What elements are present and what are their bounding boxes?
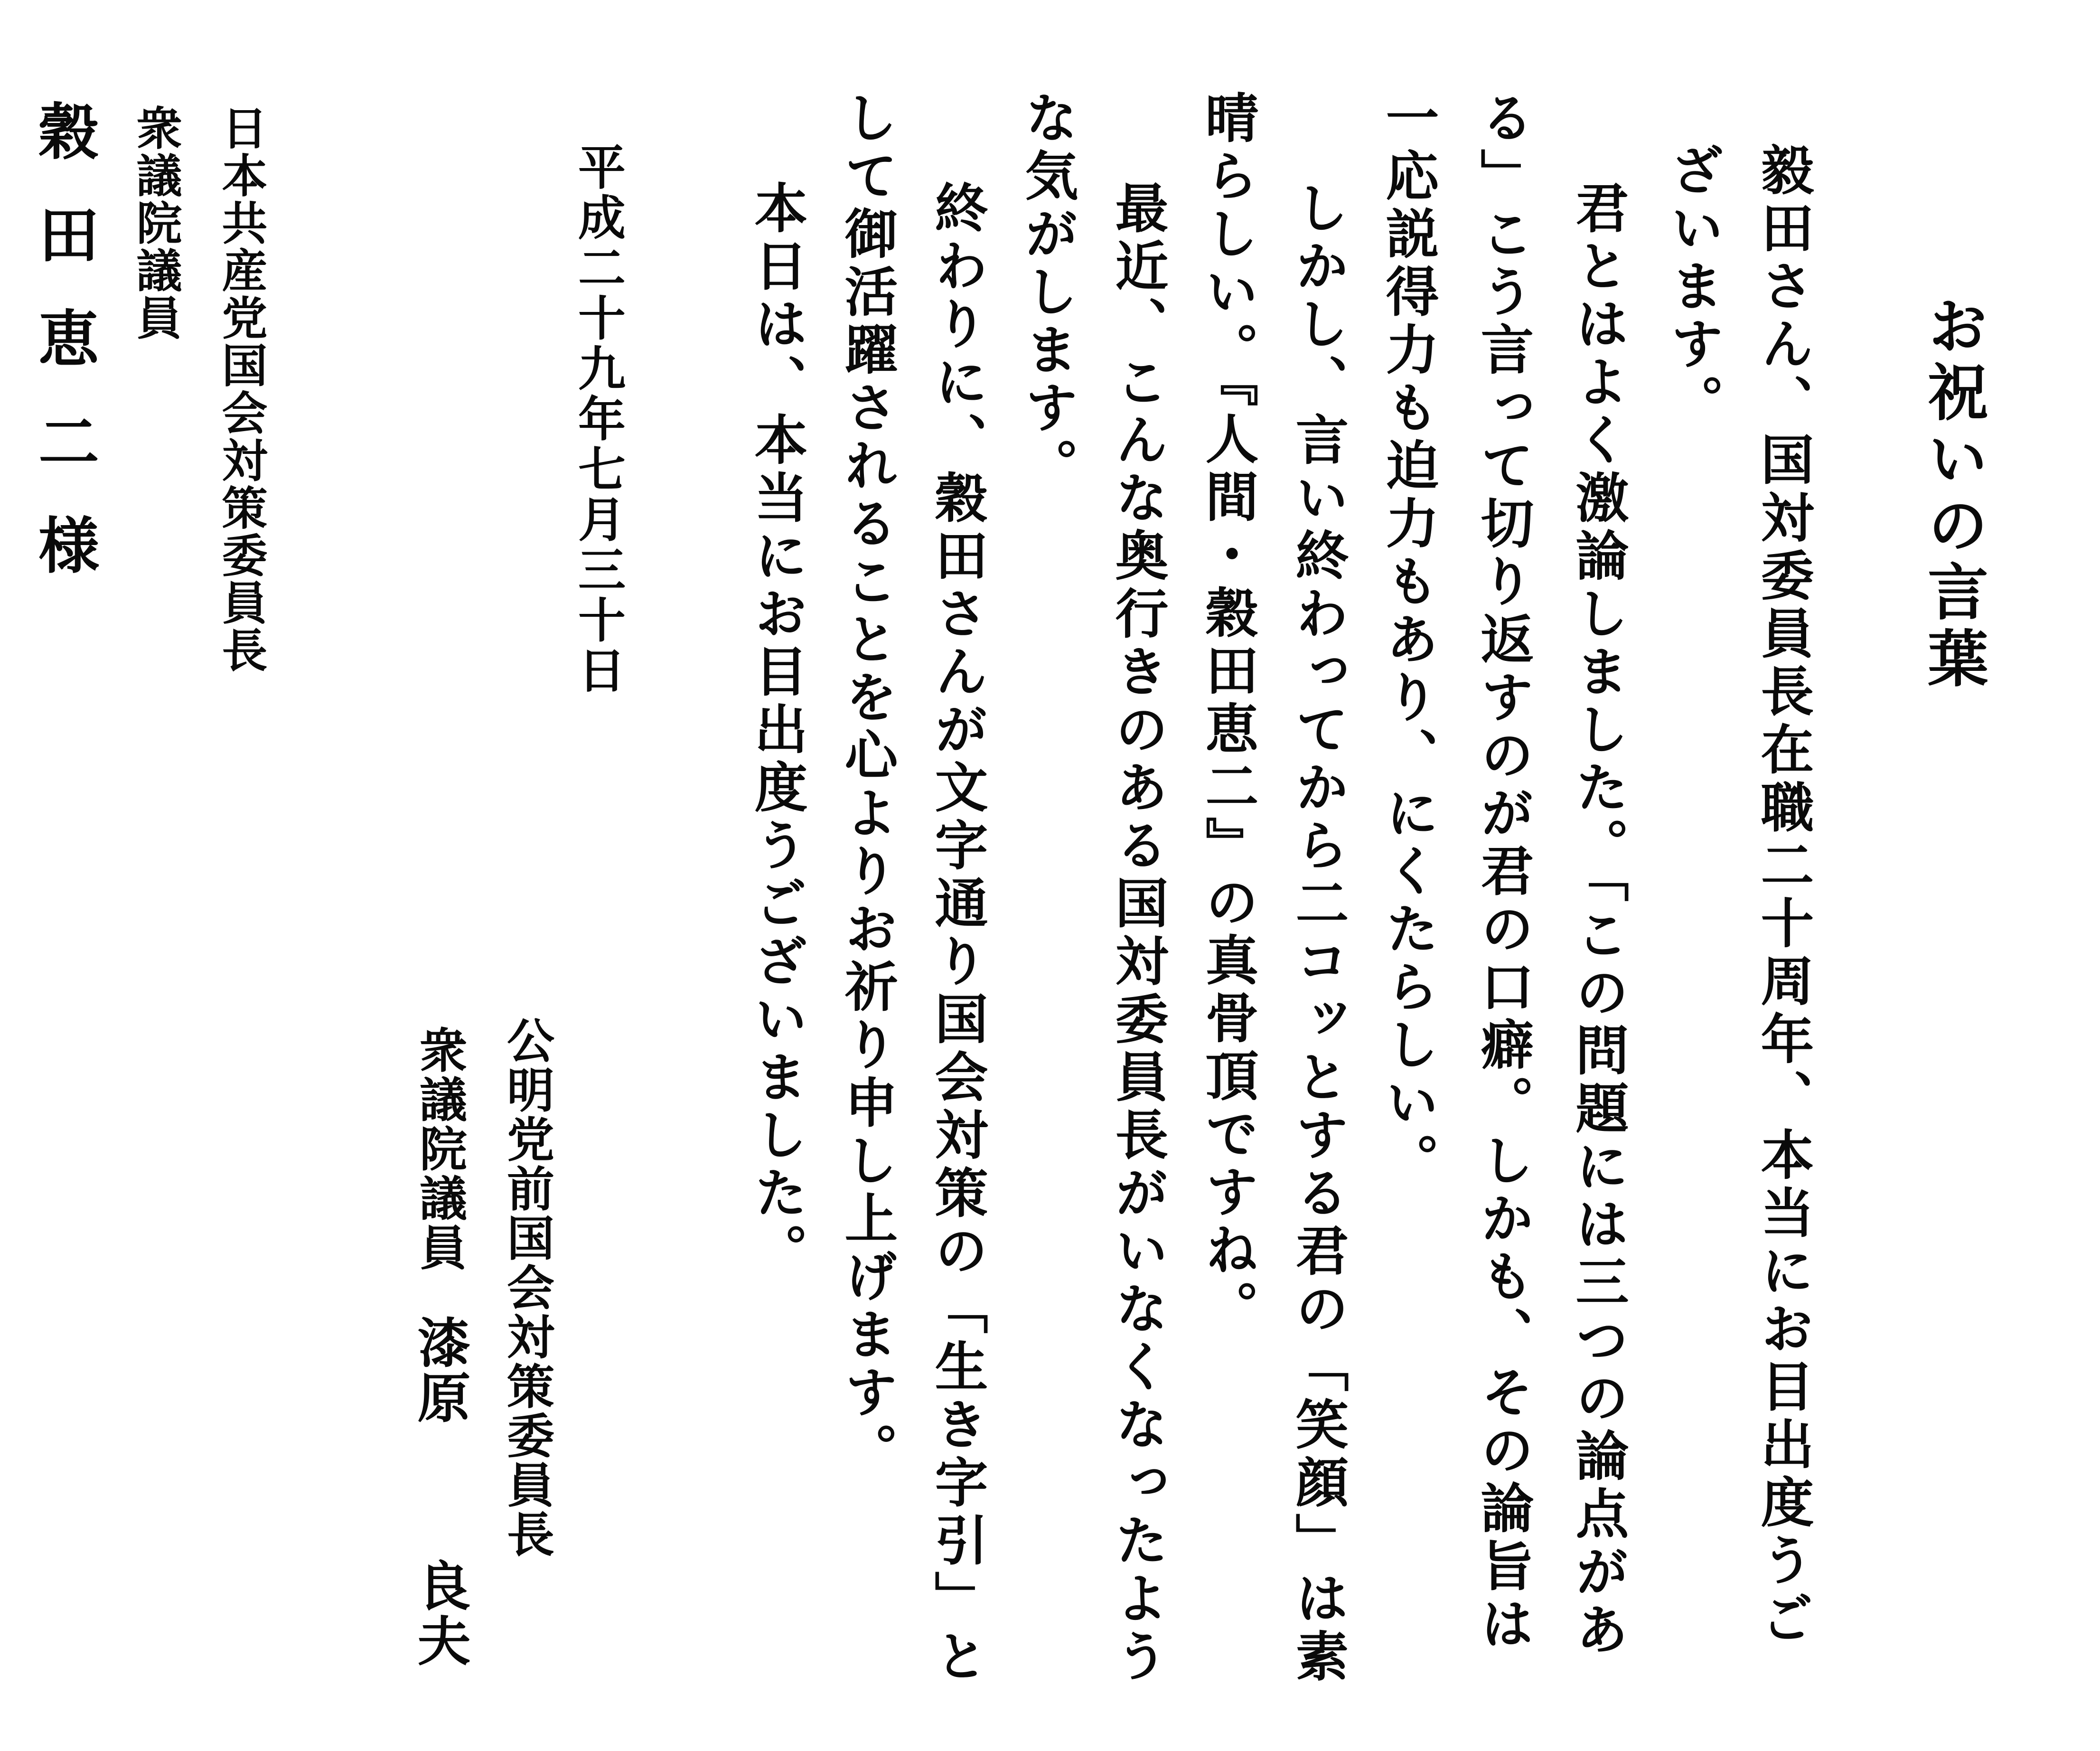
body-line-11: して御活躍されることを心よりお祈り申し上げます。 <box>836 90 898 1480</box>
recipient-position: 衆議院議員 <box>129 104 183 342</box>
letter-title: お祝いの言葉 <box>1917 294 1988 693</box>
body-line-5: 一応説得力も迫力もあり、にくたらしい。 <box>1377 90 1439 1191</box>
body-line-2: ざいます。 <box>1662 142 1724 432</box>
sender-given-name: 良夫 <box>409 1558 471 1668</box>
recipient-name-line <box>28 100 99 617</box>
sender-surname: 漆原 <box>409 1315 471 1425</box>
recipient-name: 穀田恵二 <box>28 100 99 514</box>
recipient-honorific: 様 <box>28 514 99 617</box>
recipient-party-title: 日本共産党国会対策委員長 <box>215 104 268 674</box>
body-line-3: 君とはよく激論しました。「この問題には三つの論点があ <box>1567 180 1629 1660</box>
body-line-9: な気がします。 <box>1016 90 1078 496</box>
letter-date: 平成二十九年七月三十日 <box>570 142 626 696</box>
body-line-7: 晴らしい。『人間・穀田恵二』の真骨頂ですね。 <box>1197 90 1259 1338</box>
sender-title-2 <box>409 1026 471 1668</box>
sender-position: 衆議院議員 <box>412 1026 468 1272</box>
body-line-6: しかし、言い終わってから二コッとする君の「笑顔」は素 <box>1287 180 1349 1686</box>
sender-title-1: 公明党前国会対策委員長 <box>499 1016 555 1559</box>
body-line-10: 終わりに、穀田さんが文字通り国会対策の「生き字引」と <box>926 180 988 1686</box>
body-line-4: る」こう言って切り返すのが君の口癖。しかも、その論旨は <box>1472 90 1534 1654</box>
body-line-1: 毅田さん、国対委員長在職二十周年、本当にお目出度うご <box>1752 142 1814 1648</box>
body-line-12: 本日は、本当にお目出度うございました。 <box>746 180 808 1281</box>
body-line-8: 最近、こんな奥行きのある国対委員長がいなくなったよう <box>1106 180 1169 1686</box>
